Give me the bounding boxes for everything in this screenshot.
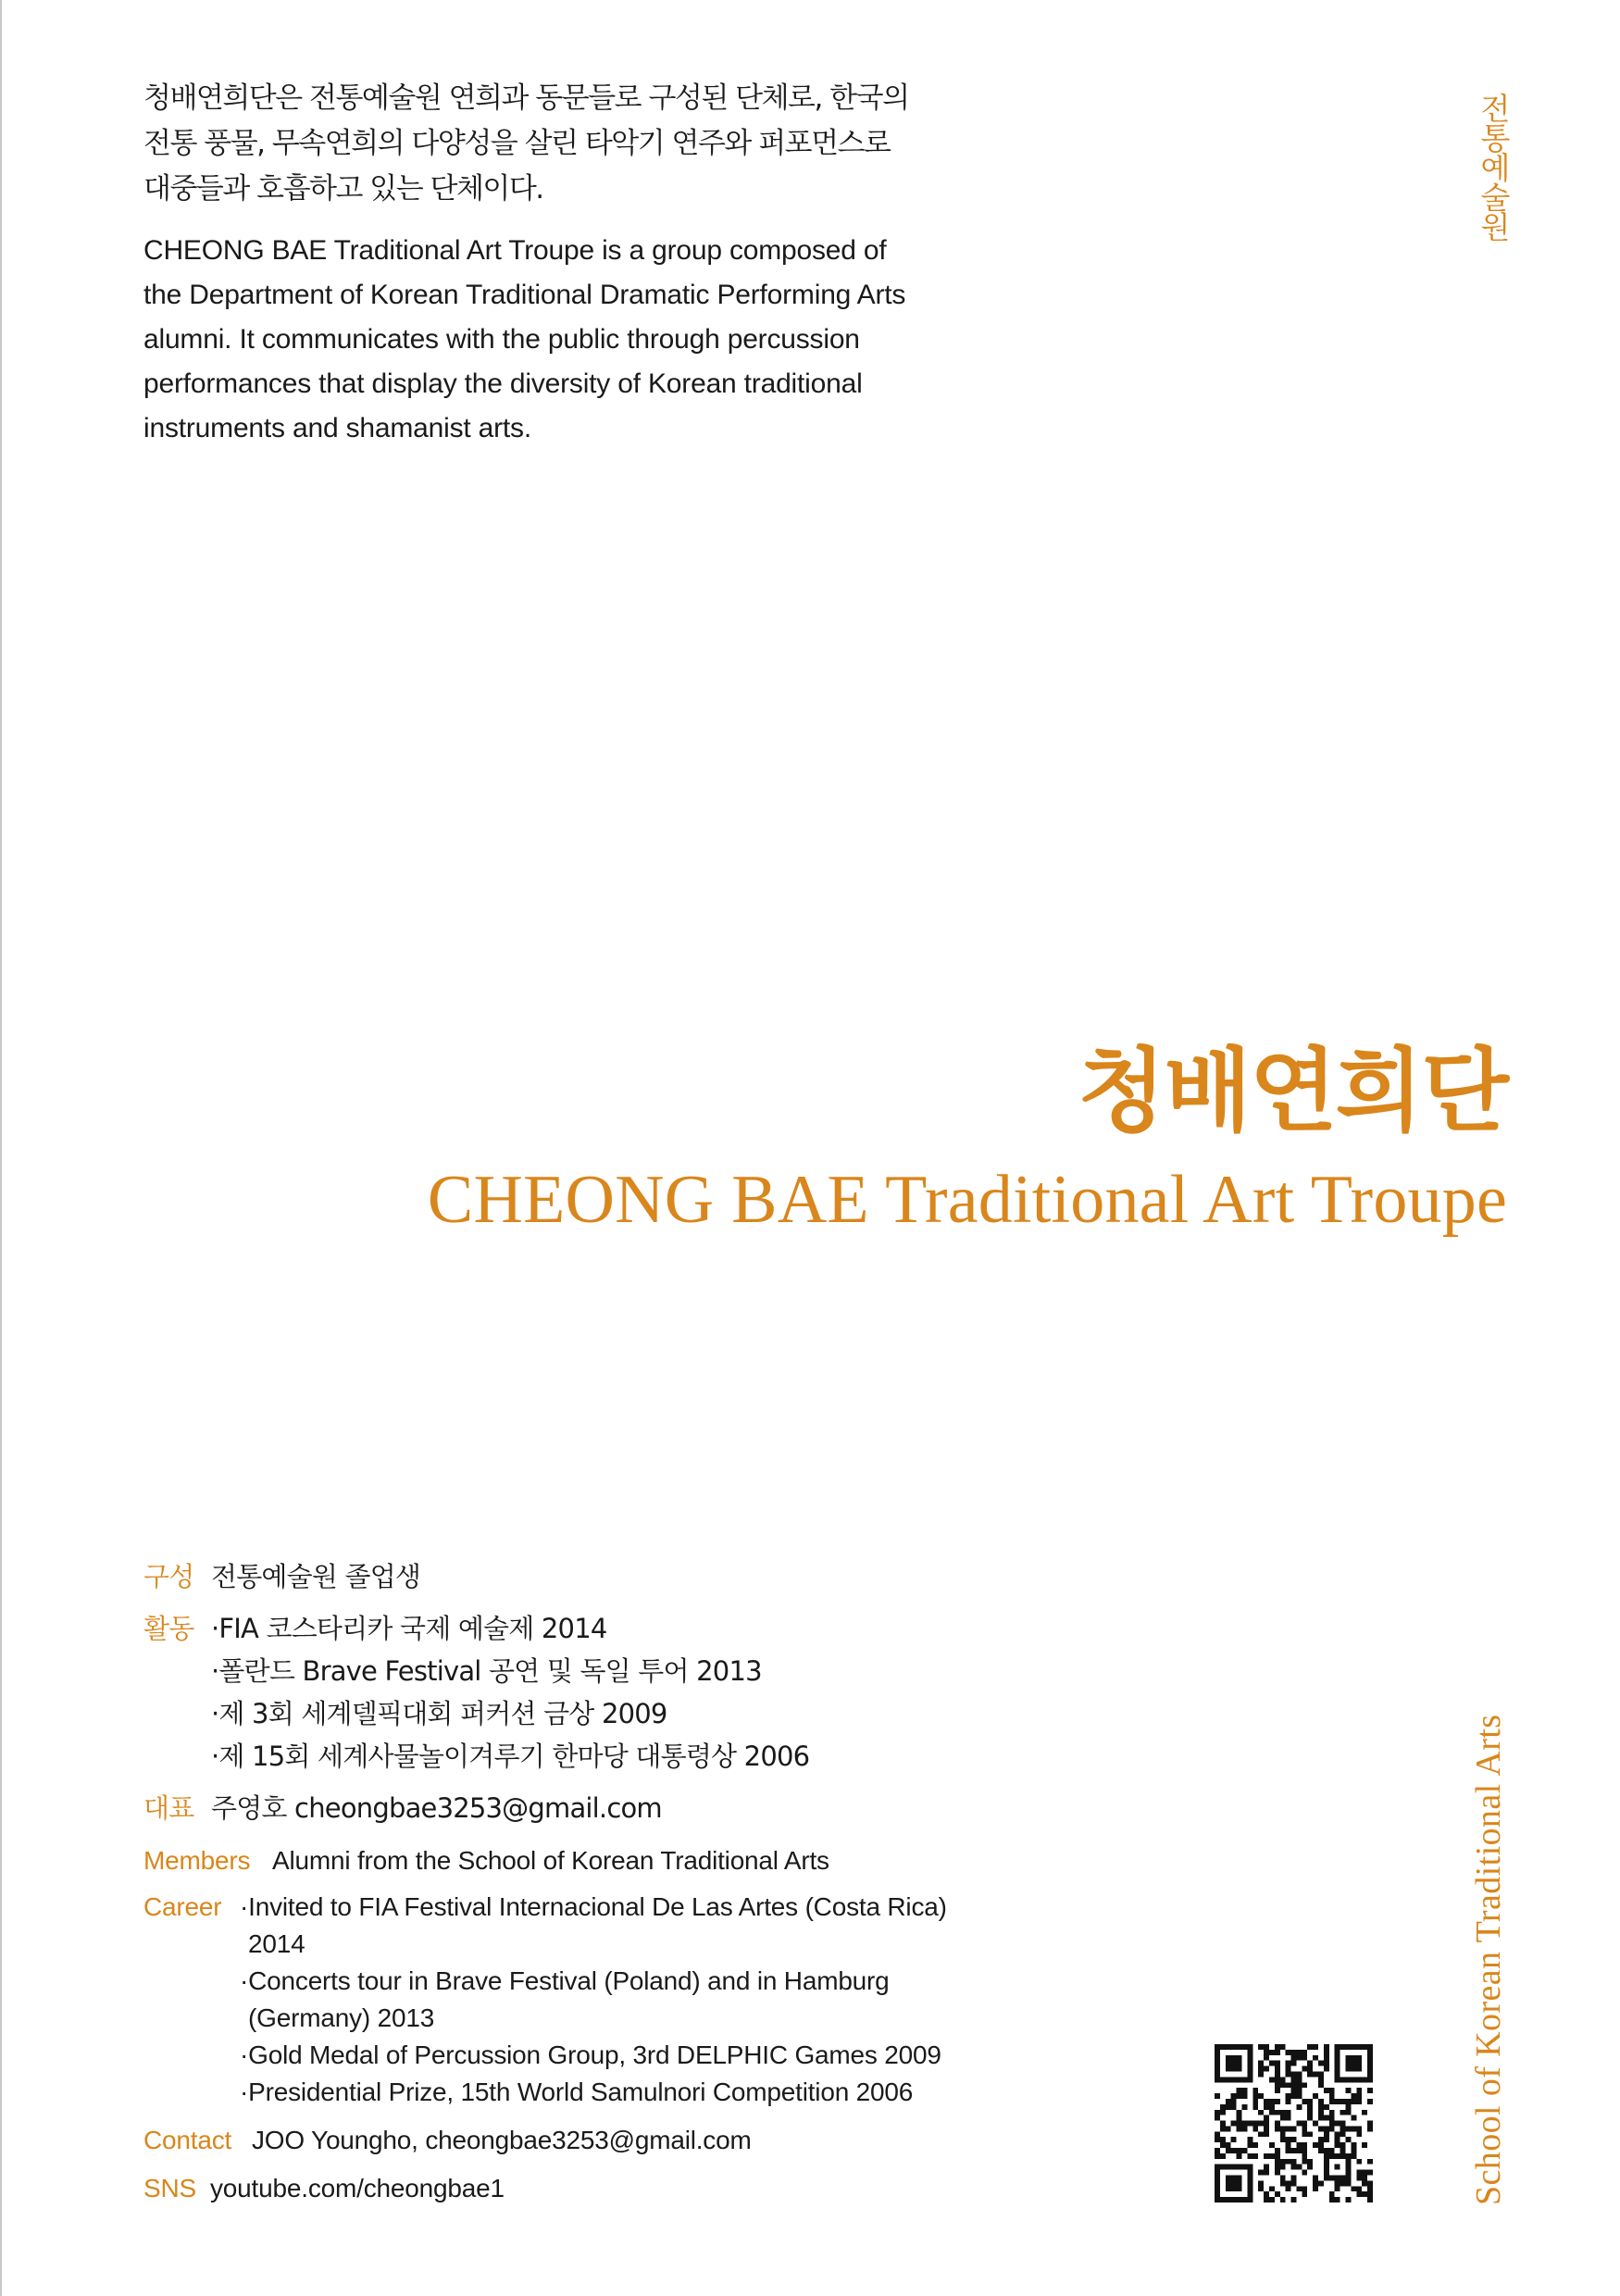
rep-ko-value: 주영호 cheongbae3253@gmail.com: [211, 1792, 662, 1824]
info-section: [143, 1555, 1069, 2207]
side-label-school-ko: 전통예술원: [1476, 93, 1512, 241]
intro-en-line: alumni. It communicates with the public through percussion: [143, 324, 860, 355]
sns-en-row: [143, 2170, 1069, 2207]
page-edge-rule: [0, 0, 2, 2296]
intro-en-line: instruments and shamanist arts.: [143, 413, 531, 443]
troupe-title-english: CHEONG BAE Traditional Art Troupe: [427, 1162, 1507, 1238]
troupe-title-korean: 청배연희단: [1078, 1038, 1507, 1144]
career-en-label: Career: [143, 1892, 222, 1921]
intro-en-line: performances that display the diversity of Korean traditional: [143, 368, 863, 399]
side-label-school-en: School of Korean Traditional Arts: [1469, 1714, 1508, 2205]
qr-code-icon[interactable]: [1215, 2044, 1373, 2202]
intro-section: [143, 76, 1032, 451]
info-english: [143, 1842, 1069, 2207]
career-en-item-cont: 2014: [248, 1929, 305, 1958]
contact-en-value: JOO Youngho, cheongbae3253@gmail.com: [252, 2126, 752, 2154]
career-en-item: ·Gold Medal of Percussion Group, 3rd DELPHIC Games 2009: [240, 2040, 941, 2069]
career-en-row: [143, 1889, 1069, 2111]
career-en-item: ·Invited to FIA Festival Internacional De Las Artes (Costa Rica): [240, 1892, 947, 1921]
activity-ko-row: [143, 1607, 1069, 1778]
members-en-row: [143, 1842, 1069, 1879]
career-en-list: [240, 1889, 947, 2111]
activity-ko-item: ·폴란드 Brave Festival 공연 및 독일 투어 2013: [211, 1655, 762, 1687]
intro-english: [143, 229, 1032, 451]
members-ko-value: 전통예술원 졸업생: [211, 1561, 421, 1592]
career-en-item: ·Presidential Prize, 15th World Samulnori Competition 2006: [240, 2078, 914, 2106]
sns-en-value: youtube.com/cheongbae1: [210, 2174, 505, 2202]
rep-ko-label: 대표: [143, 1792, 194, 1824]
career-en-item-cont: (Germany) 2013: [248, 2003, 435, 2032]
intro-ko-line: 전통 풍물, 무속연희의 다양성을 살린 타악기 연주와 퍼포먼스로: [143, 127, 891, 160]
activity-ko-item: ·제 15회 세계사물놀이겨루기 한마당 대통령상 2006: [211, 1741, 810, 1772]
members-ko-row: [143, 1555, 1069, 1598]
members-en-label: Members: [143, 1846, 251, 1875]
career-en-item: ·Concerts tour in Brave Festival (Poland) and in Hamburg: [240, 1966, 890, 1995]
members-en-value: Alumni from the School of Korean Traditional Arts: [272, 1846, 829, 1875]
activity-ko-list: [211, 1607, 809, 1778]
intro-en-line: the Department of Korean Traditional Dramatic Performing Arts: [143, 280, 906, 310]
intro-ko-line: 청배연희단은 전통예술원 연희과 동문들로 구성된 단체로, 한국의: [143, 81, 909, 115]
intro-ko-line: 대중들과 호흡하고 있는 단체이다.: [143, 172, 543, 206]
intro-en-line: CHEONG BAE Traditional Art Troupe is a group composed of: [143, 235, 887, 266]
activity-ko-item: ·제 3회 세계델픽대회 퍼커션 금상 2009: [211, 1698, 667, 1729]
contact-en-row: [143, 2122, 1069, 2159]
contact-en-label: Contact: [143, 2126, 232, 2154]
intro-korean: [143, 76, 1032, 212]
members-ko-label: 구성: [143, 1561, 194, 1592]
sns-en-label: SNS: [143, 2174, 196, 2202]
activity-ko-item: ·FIA 코스타리카 국제 예술제 2014: [211, 1613, 607, 1644]
rep-ko-row: [143, 1787, 1069, 1829]
activity-ko-label: 활동: [143, 1613, 194, 1644]
